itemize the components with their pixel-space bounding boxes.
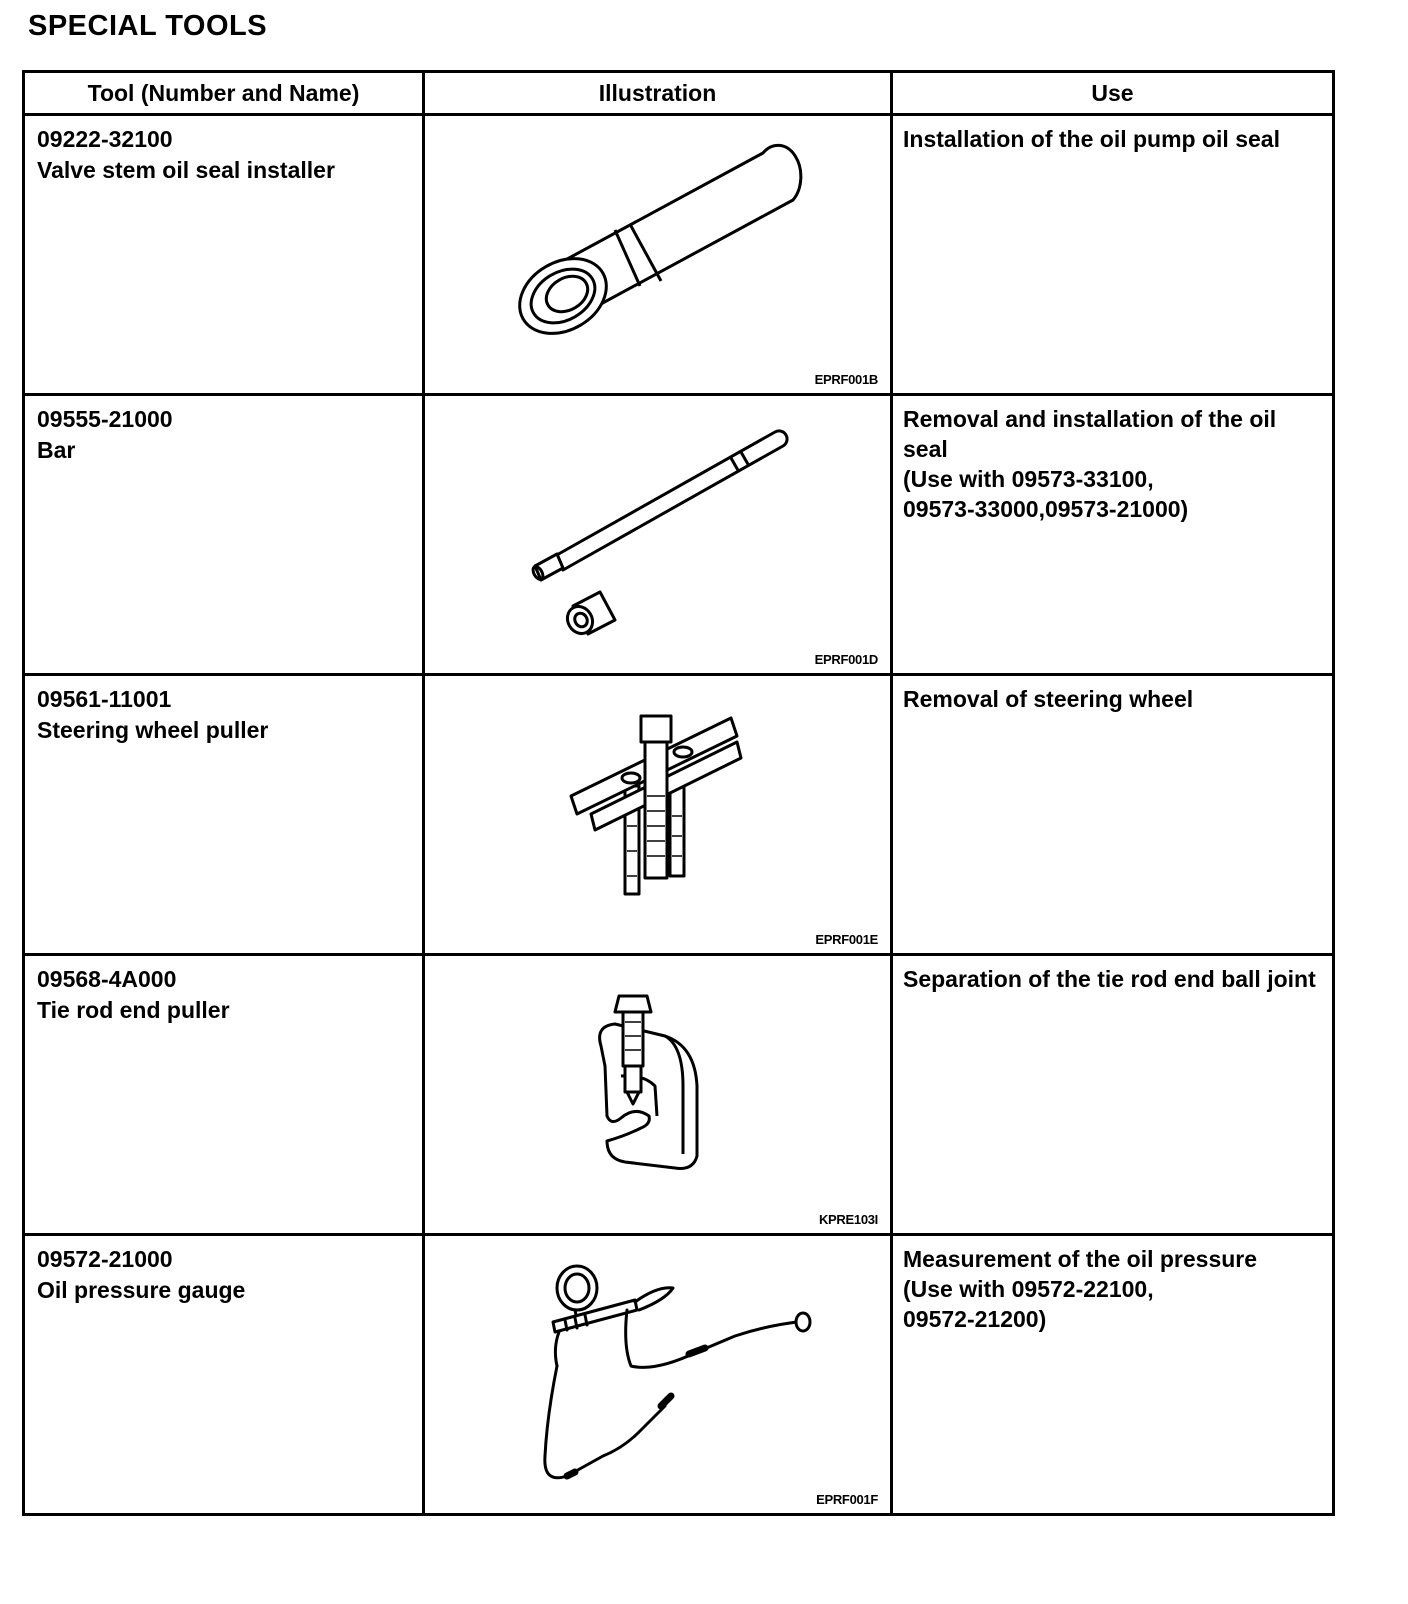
illustration-code: EPRF001E	[815, 932, 878, 947]
header-tool: Tool (Number and Name)	[24, 72, 424, 115]
illustration-code: EPRF001D	[814, 652, 878, 667]
table-row	[24, 115, 1334, 395]
tool-name: Valve stem oil seal installer	[37, 157, 335, 183]
bar-icon	[425, 396, 893, 673]
tool-name: Tie rod end puller	[37, 997, 230, 1023]
use-line: 09573-33000,09573-21000)	[903, 496, 1189, 522]
use-line: Removal of steering wheel	[903, 686, 1194, 712]
table-row	[24, 395, 1334, 675]
illustration-code: EPRF001F	[816, 1492, 878, 1507]
tie-rod-end-puller-icon	[425, 956, 893, 1233]
tool-number: 09561-11001	[37, 686, 172, 712]
table-row	[24, 675, 1334, 955]
tool-number: 09568-4A000	[37, 966, 177, 992]
steering-wheel-puller-icon	[425, 676, 893, 953]
tool-name: Steering wheel puller	[37, 717, 269, 743]
tool-number: 09222-32100	[37, 126, 173, 152]
oil-pressure-gauge-icon	[425, 1236, 893, 1513]
page-title: SPECIAL TOOLS	[28, 10, 268, 42]
use-line: 09572-21200)	[903, 1306, 1047, 1332]
illustration-code: KPRE103I	[818, 1212, 878, 1227]
tool-name: Oil pressure gauge	[37, 1277, 246, 1303]
table-row	[24, 1235, 1334, 1515]
use-line: Measurement of the oil pressure	[903, 1246, 1258, 1272]
seal-installer-icon	[425, 116, 893, 393]
use-line: (Use with 09573-33100,	[903, 466, 1154, 492]
tool-number: 09555-21000	[37, 406, 173, 432]
header-illustration: Illustration	[424, 72, 892, 115]
tool-number: 09572-21000	[37, 1246, 173, 1272]
use-line: Installation of the oil pump oil seal	[903, 126, 1280, 152]
use-line: (Use with 09572-22100,	[903, 1276, 1154, 1302]
use-line: Removal and installation of the oil seal	[903, 406, 1277, 462]
table-header-row	[24, 72, 1334, 115]
use-line: Separation of the tie rod end ball joint	[903, 966, 1316, 992]
special-tools-table	[22, 70, 1335, 1516]
header-use: Use	[892, 72, 1334, 115]
tool-name: Bar	[37, 437, 76, 463]
table-row	[24, 955, 1334, 1235]
illustration-code: EPRF001B	[814, 372, 878, 387]
